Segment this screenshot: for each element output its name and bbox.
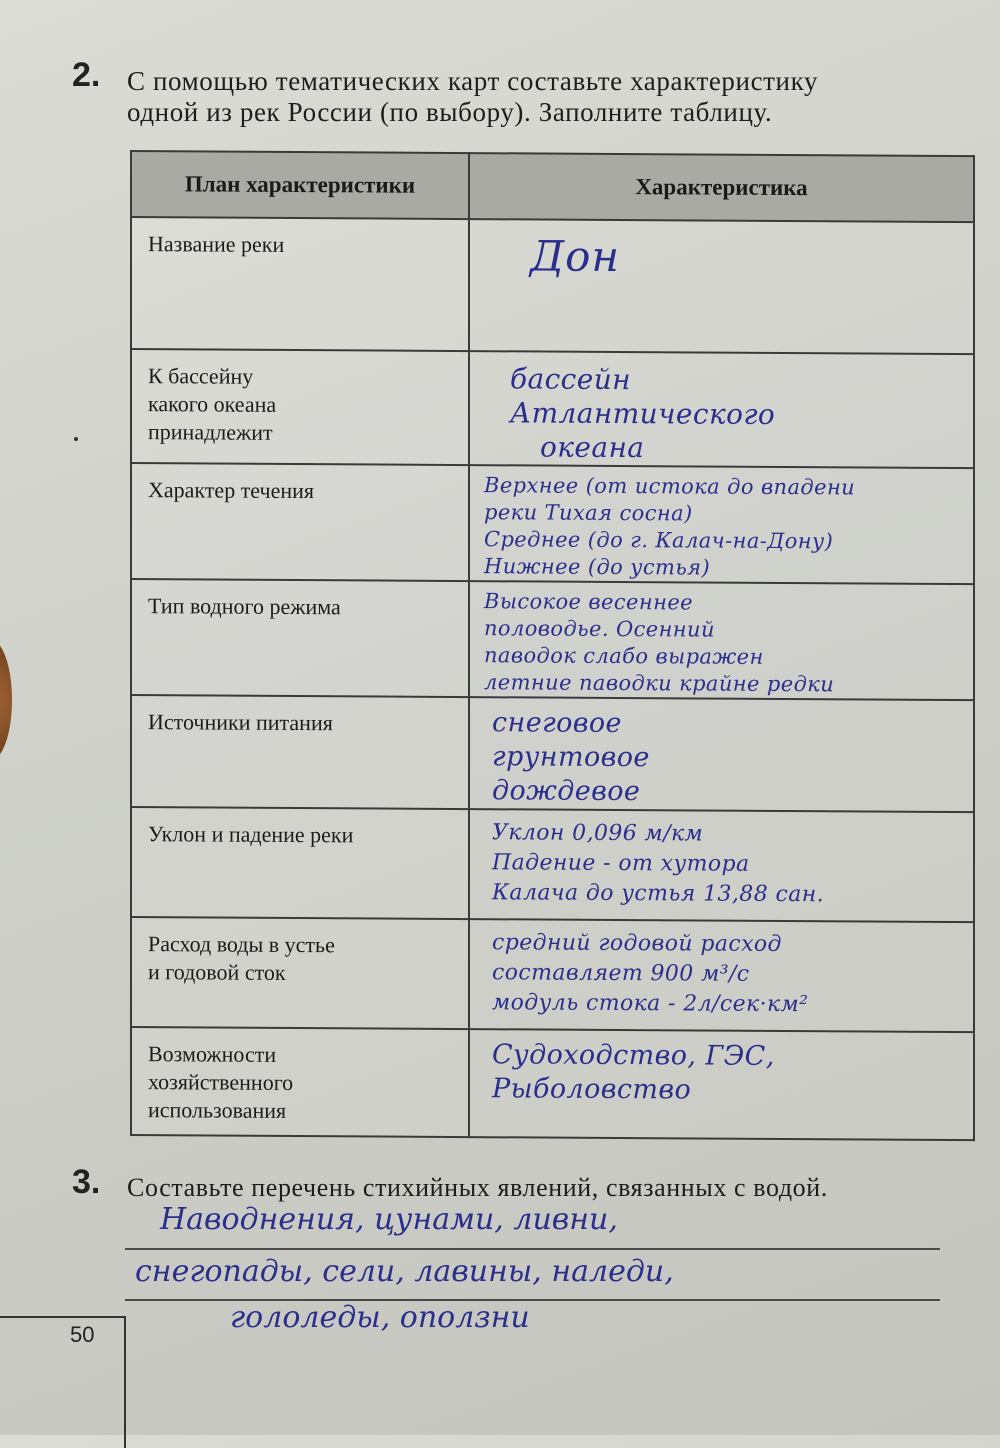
row-answer xyxy=(469,809,974,922)
table-row xyxy=(131,349,974,468)
page-number-box xyxy=(0,1316,126,1448)
task-2-line-2: одной из рек России (по выбору). Заполните таблицу. xyxy=(127,97,773,127)
row-answer xyxy=(469,1029,974,1140)
handwritten-list-line-3: гололеды, оползни xyxy=(230,1300,530,1335)
task-3-number: 3. xyxy=(72,1163,101,1201)
row-label: Тип водного режима xyxy=(131,579,469,697)
row-answer xyxy=(469,919,974,1032)
row-answer xyxy=(469,697,974,812)
table-row xyxy=(131,217,974,354)
row-label: Уклон и падение реки xyxy=(131,807,469,919)
row-label: Источники питания xyxy=(131,695,469,809)
table-row xyxy=(131,579,974,700)
row-answer xyxy=(469,581,974,700)
task-3-text: Составьте перечень стихийных явлений, связанных с водой. xyxy=(127,1173,828,1202)
row-label: Расход воды в устье и годовой сток xyxy=(131,917,469,1029)
table-row xyxy=(131,917,974,1032)
handwritten-answer: бассейн Атлантического океана xyxy=(510,362,776,465)
handwritten-answer: снеговое грунтовое дождевое xyxy=(492,707,650,808)
row-label: Характер течения xyxy=(131,463,469,581)
row-answer xyxy=(469,465,974,584)
handwritten-answer: Верхнее (от истока до впадени реки Тихая сосна) Среднее (до г. Калач-на-Дону) Нижнее (до устья) xyxy=(484,473,856,580)
handwritten-answer: Высокое весеннее половодье. Осенний паводок слабо выражен летние паводки крайне редки xyxy=(484,589,835,697)
table-row xyxy=(131,807,974,922)
table-row xyxy=(131,463,974,584)
finger-shadow xyxy=(0,640,12,760)
table-row xyxy=(131,695,974,812)
row-label: К бассейну какого океана принадлежит xyxy=(131,349,469,465)
margin-dot xyxy=(74,437,78,441)
task-2-number: 2. xyxy=(72,56,101,94)
task-2-line-1: С помощью тематических карт составьте характеристику xyxy=(127,66,819,96)
handwritten-answer: Дон xyxy=(530,231,621,281)
page-number: 50 xyxy=(70,1322,95,1347)
answer-rule-line xyxy=(125,1248,940,1250)
handwritten-answer: средний годовой расход составляет 900 м³/с модуль стока - 2л/сек·км² xyxy=(492,930,809,1018)
handwritten-answer: Судоходство, ГЭС, Рыболовство xyxy=(492,1039,775,1106)
row-label: Возможности хозяйственного использования xyxy=(131,1027,469,1137)
table-row xyxy=(131,1027,974,1140)
handwritten-list-line-1: Наводнения, цунами, ливни, xyxy=(160,1202,618,1237)
table-header-row xyxy=(131,151,974,222)
row-label: Название реки xyxy=(131,217,469,351)
row-answer xyxy=(469,351,974,468)
header-plan: План характеристики xyxy=(131,151,469,219)
header-characteristic: Характеристика xyxy=(469,153,974,222)
handwritten-answer: Уклон 0,096 м/км Падение - от хутора Калача до устья 13,88 сан. xyxy=(492,820,825,908)
river-characteristics-table xyxy=(130,150,975,1141)
handwritten-list-line-2: снегопады, сели, лавины, наледи, xyxy=(135,1254,674,1289)
row-answer xyxy=(469,219,974,354)
